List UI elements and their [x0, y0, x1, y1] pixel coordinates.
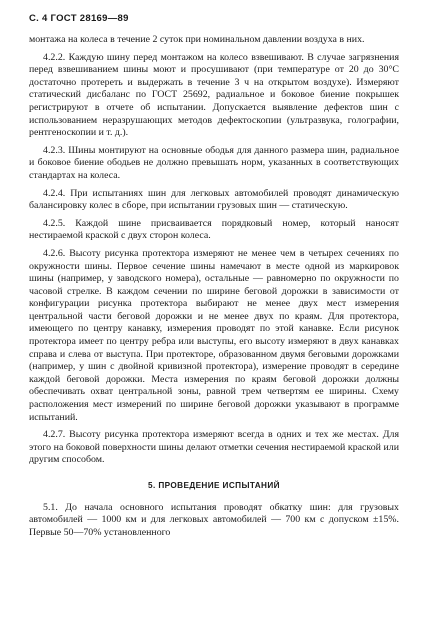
paragraph-4-2-6: 4.2.6. Высоту рисунка протектора измеряют не менее чем в четырех сечениях по окружности шины. Первое сечение шины намечают в месте одной из маркировок шины (например, у заводского номера), остальные — равномерно по окружности по часовой стрелке. В каждом сечении по ширине беговой дорожки в зависимости от конфигурации рисунка протектора выбирают не менее двух мест измерения центральной части беговой дорожки и не менее двух по краям. Для протектора, имеющего по центру канавку, измерения проводят по этой канавке. Если рисунок протектора имеет по центру ребра или выступы, его высоту измеряют в двух канавках справа и слева от выступа. При протекторе, образованном двумя беговыми дорожками (например, у шин с двойной кривизной протектора), измерение проводят в середине каждой беговой дорожки. Места измерения по краям беговой дорожки должны обеспечивать охват центральной зоны, равной трем четвертям ее ширины. Схему расположения мест измерений по ширине беговой дорожки указывают в программе испытаний.	[29, 247, 399, 423]
paragraph-continuation: монтажа на колеса в течение 2 суток при номинальном давлении воздуха в них.	[29, 34, 365, 45]
paragraph-4-2-4: 4.2.4. При испытаниях шин для легковых автомобилей проводят динамическую балансировку колес в сборе, при испытании грузовых шин — статическую.	[29, 187, 399, 212]
paragraph-4-2-2: 4.2.2. Каждую шину перед монтажом на колесо взвешивают. В случае загрязнения перед взвешиванием шины моют и просушивают (при температуре от 20 до 30°С достаточно протереть и выдержать в течение 3 ч на открытом воздухе). Измеряют статический дисбаланс по ГОСТ 25692, радиальное и боковое биение покрышек регистрируют в отчете об испытании. Допускается выявление дефектов шин с использованием неразрушающих методов дефектоскопии (ультразвука, голографии, рентгеноскопии и т. д.).	[29, 51, 399, 139]
document-body	[29, 34, 399, 544]
paragraph-5-1: 5.1. До начала основного испытания проводят обкатку шин: для грузовых автомобилей — 1000 км и для легковых автомобилей — 700 км с допуском ±15%. Первые 50—70% установленного	[29, 501, 399, 538]
page-header: С. 4 ГОСТ 28169—89	[29, 13, 129, 24]
paragraph-4-2-7: 4.2.7. Высоту рисунка протектора измеряют всегда в одних и тех же местах. Для этого на боковой поверхности шины делают отметки сечения нестираемой краской или другим способом.	[29, 429, 399, 466]
section-title: 5. ПРОВЕДЕНИЕ ИСПЫТАНИЙ	[148, 481, 280, 490]
paragraph-4-2-5: 4.2.5. Каждой шине присваивается порядковый номер, который наносят нестираемой краской с двух сторон колеса.	[29, 217, 399, 242]
paragraph-4-2-3: 4.2.3. Шины монтируют на основные ободья для данного размера шин, радиальное и боковое биение ободьев не должно превышать норм, указанных в соответствующих стандартах на колеса.	[29, 144, 399, 181]
